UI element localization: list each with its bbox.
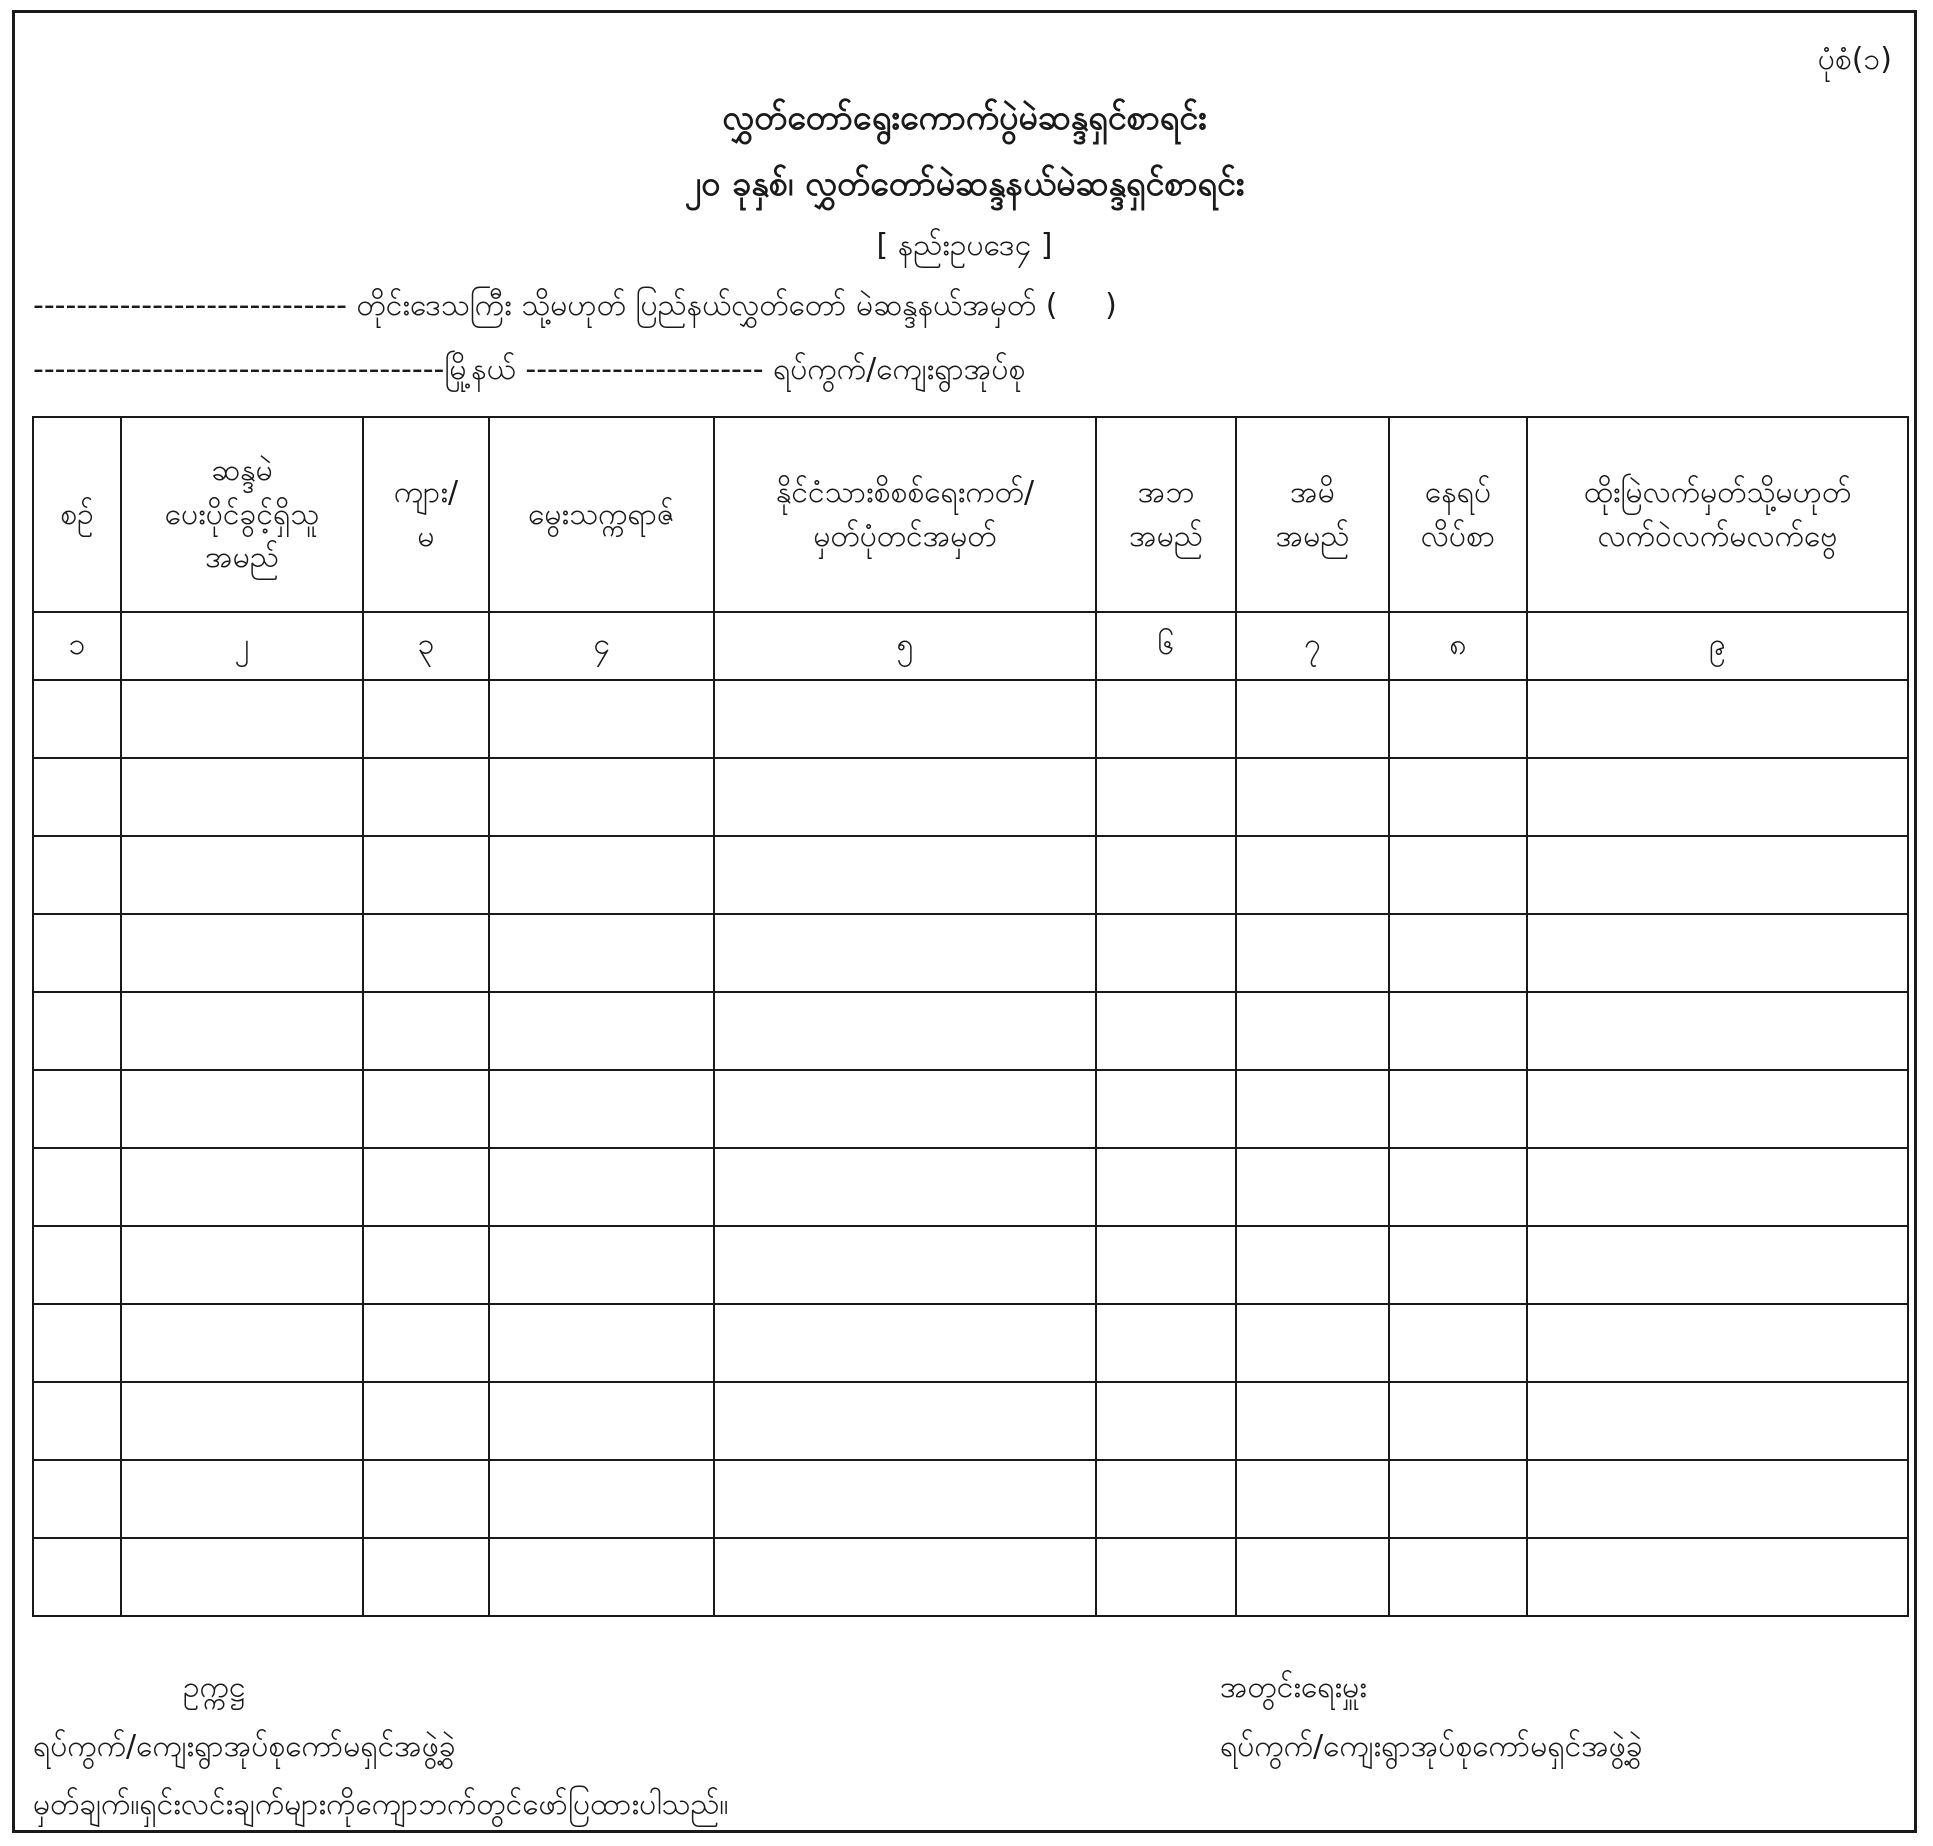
blank-cell — [1527, 680, 1908, 758]
secretary-signature-block — [1220, 1659, 1643, 1776]
blank-cell — [489, 992, 714, 1070]
township-label: မြို့နယ် — [444, 352, 516, 387]
column-header — [1096, 417, 1236, 612]
footnote-remark: မှတ်ချက်။ရှင်းလင်းချက်များကိုကျောဘက်တွင်ဖော်ပြထားပါသည်။ — [33, 1787, 729, 1822]
blank-cell — [714, 1382, 1096, 1460]
blank-cell — [1236, 1460, 1389, 1538]
blank-cell — [489, 1538, 714, 1616]
blank-cell — [121, 758, 363, 836]
column-header — [33, 417, 121, 612]
column-header-line: ဆန္ဒမဲ — [211, 453, 273, 489]
chairperson-title: ဥက္ကဋ္ဌ — [183, 1670, 246, 1705]
township-line — [33, 349, 1025, 394]
blank-cell — [33, 836, 121, 914]
blank-cell — [1236, 914, 1389, 992]
blank-cell — [1236, 1226, 1389, 1304]
voter-roster-table — [32, 416, 1909, 1617]
blank-cell — [1389, 758, 1527, 836]
secretary-committee: ရပ်ကွက်/ကျေးရွာအုပ်စုကော်မရှင်အဖွဲ့ခွဲ — [1220, 1728, 1643, 1764]
blank-cell — [1527, 1382, 1908, 1460]
column-header-line: နိုင်ငံသားစိစစ်ရေးကတ်/ — [775, 475, 1035, 510]
column-header-line: အမိ — [1290, 475, 1335, 510]
blank-cell — [1527, 914, 1908, 992]
blank-cell — [121, 992, 363, 1070]
blank-cell — [1527, 836, 1908, 914]
table-row — [33, 992, 1908, 1070]
column-number: ၆ — [1096, 612, 1236, 680]
blank-cell — [33, 680, 121, 758]
blank-cell — [489, 1304, 714, 1382]
blank-cell — [1096, 1538, 1236, 1616]
blank-cell — [1527, 1460, 1908, 1538]
blank-cell — [363, 992, 489, 1070]
blank-cell — [1527, 1148, 1908, 1226]
table-row — [33, 914, 1908, 992]
blank-cell — [363, 1460, 489, 1538]
blank-cell — [363, 758, 489, 836]
column-number-row — [33, 612, 1908, 680]
blank-cell — [489, 836, 714, 914]
column-number: ၉ — [1527, 612, 1908, 680]
blank-cell — [1096, 1070, 1236, 1148]
blank-cell — [1389, 1226, 1527, 1304]
blank-cell — [33, 758, 121, 836]
table-row — [33, 1148, 1908, 1226]
column-header-line: မွေးသက္ကရာဇ် — [528, 496, 675, 532]
blank-cell — [1389, 992, 1527, 1070]
blank-cell — [121, 1070, 363, 1148]
blank-cell — [489, 1382, 714, 1460]
blank-cell — [1096, 680, 1236, 758]
blank-cell — [363, 1070, 489, 1148]
blank-cell — [121, 1148, 363, 1226]
blank-cell — [1236, 1538, 1389, 1616]
blank-cell — [1096, 992, 1236, 1070]
column-number: ၇ — [1236, 612, 1389, 680]
column-header — [489, 417, 714, 612]
blank-cell — [714, 836, 1096, 914]
blank-cell — [489, 914, 714, 992]
blank-cell — [33, 914, 121, 992]
blank-cell — [1527, 992, 1908, 1070]
blank-cell — [1236, 836, 1389, 914]
blank-cell — [1527, 1070, 1908, 1148]
form-title: လွှတ်တော်ရွေးကောက်ပွဲမဲဆန္ဒရှင်စာရင်း — [722, 98, 1207, 138]
blank-cell — [33, 992, 121, 1070]
blank-cell — [363, 836, 489, 914]
blank-cell — [1096, 1460, 1236, 1538]
blank-cell — [714, 992, 1096, 1070]
table-header-row — [33, 417, 1908, 612]
column-header — [121, 417, 363, 612]
table-row — [33, 1304, 1908, 1382]
column-header-line: အဘ — [1137, 475, 1195, 510]
blank-cell — [714, 758, 1096, 836]
blank-cell — [363, 1538, 489, 1616]
table-row — [33, 1460, 1908, 1538]
blank-cell — [121, 1226, 363, 1304]
table-row — [33, 680, 1908, 758]
blank-cell — [1389, 1304, 1527, 1382]
blank-cell — [1389, 680, 1527, 758]
table-row — [33, 1070, 1908, 1148]
blank-cell — [1389, 1070, 1527, 1148]
blank-cell — [33, 1148, 121, 1226]
blank-cell — [1389, 836, 1527, 914]
column-header-line: အမည် — [1129, 518, 1203, 554]
blank-cell — [489, 1148, 714, 1226]
blank-cell — [714, 1070, 1096, 1148]
table-row — [33, 1226, 1908, 1304]
column-header — [1389, 417, 1527, 612]
column-number: ၈ — [1389, 612, 1527, 680]
column-header-line: မှတ်ပုံတင်အမှတ် — [813, 518, 997, 554]
column-header-line: ထိုးမြဲလက်မှတ်သို့မဟုတ် — [1583, 475, 1852, 510]
column-number: ၅ — [714, 612, 1096, 680]
form-subtitle: ၂၀ ခုနှစ်၊ လွှတ်တော်မဲဆန္ဒနယ်မဲဆန္ဒရှင်စာရင်း — [684, 164, 1245, 204]
blank-cell — [33, 1304, 121, 1382]
blank-cell — [714, 1226, 1096, 1304]
blank-cell — [1236, 1070, 1389, 1148]
blank-cell — [1096, 914, 1236, 992]
column-number: ၃ — [363, 612, 489, 680]
blank-cell — [1236, 1304, 1389, 1382]
blank-cell — [1389, 914, 1527, 992]
blank-cell — [714, 1148, 1096, 1226]
blank-cell — [1236, 1148, 1389, 1226]
blank-cell — [714, 914, 1096, 992]
blank-cell — [363, 914, 489, 992]
blank-cell — [33, 1226, 121, 1304]
form-number: ပုံစံ(၁) — [1817, 42, 1892, 77]
blank-cell — [714, 1538, 1096, 1616]
blank-cell — [121, 1538, 363, 1616]
column-header — [363, 417, 489, 612]
blank-cell — [121, 1460, 363, 1538]
chairperson-committee: ရပ်ကွက်/ကျေးရွာအုပ်စုကော်မရှင်အဖွဲ့ခွဲ — [33, 1728, 456, 1764]
blank-cell — [33, 1382, 121, 1460]
blank-cell — [121, 836, 363, 914]
secretary-title: အတွင်းရေးမှူး — [1220, 1670, 1367, 1705]
blank-cell — [121, 680, 363, 758]
blank-cell — [1527, 758, 1908, 836]
blank-cell — [1096, 1148, 1236, 1226]
column-number: ၂ — [121, 612, 363, 680]
region-line — [33, 285, 1117, 330]
region-line-text: တိုင်းဒေသကြီး သို့မဟုတ် ပြည်နယ်လွှတ်တော် မဲဆန္ဒနယ်အမှတ် ( ) — [356, 288, 1117, 323]
blank-cell — [489, 1460, 714, 1538]
column-header-line: ပေးပိုင်ခွင့်ရှိသူ — [164, 496, 320, 532]
table-row — [33, 836, 1908, 914]
blank-cell — [1236, 680, 1389, 758]
blank-cell — [121, 914, 363, 992]
blank-cell — [1527, 1538, 1908, 1616]
table-row — [33, 1382, 1908, 1460]
table-row — [33, 758, 1908, 836]
form-frame — [12, 10, 1917, 1833]
blank-cell — [121, 1304, 363, 1382]
column-header-line: မ — [417, 518, 435, 554]
blank-cell — [1236, 992, 1389, 1070]
blank-cell — [33, 1538, 121, 1616]
blank-cell — [1096, 1304, 1236, 1382]
rule-reference: [ နည်းဥပဒေ၄ ] — [876, 228, 1053, 263]
township-fill-dashes: -------------------------------------- — [33, 352, 445, 387]
column-header — [1236, 417, 1389, 612]
column-header-line: ကျား/ — [393, 475, 459, 510]
blank-cell — [489, 680, 714, 758]
blank-cell — [1389, 1382, 1527, 1460]
blank-cell — [714, 1460, 1096, 1538]
blank-cell — [1096, 758, 1236, 836]
column-header-line: အမည် — [205, 540, 279, 576]
column-header-line: စဉ် — [60, 496, 94, 532]
blank-cell — [1389, 1538, 1527, 1616]
blank-cell — [1389, 1460, 1527, 1538]
chairperson-signature-block — [33, 1659, 729, 1835]
blank-cell — [1236, 758, 1389, 836]
blank-cell — [1096, 836, 1236, 914]
blank-cell — [1236, 1382, 1389, 1460]
column-number: ၄ — [489, 612, 714, 680]
blank-cell — [489, 1226, 714, 1304]
blank-cell — [121, 1382, 363, 1460]
column-header-line: လက်ဝဲလက်မလက်ဗွေ — [1597, 518, 1838, 554]
blank-cell — [714, 1304, 1096, 1382]
blank-cell — [714, 680, 1096, 758]
column-header-line: နေရပ် — [1424, 475, 1492, 510]
blank-cell — [489, 758, 714, 836]
table-row — [33, 1538, 1908, 1616]
blank-cell — [363, 1148, 489, 1226]
column-header — [1527, 417, 1908, 612]
blank-cell — [1527, 1226, 1908, 1304]
column-header — [714, 417, 1096, 612]
blank-cell — [363, 1304, 489, 1382]
ward-label: ရပ်ကွက်/ကျေးရွာအုပ်စု — [773, 352, 1026, 387]
blank-cell — [1527, 1304, 1908, 1382]
column-header-line: အမည် — [1275, 518, 1350, 554]
blank-cell — [1389, 1148, 1527, 1226]
region-fill-dashes: ----------------------------- — [33, 288, 347, 323]
blank-cell — [1096, 1226, 1236, 1304]
blank-cell — [33, 1460, 121, 1538]
blank-cell — [363, 1382, 489, 1460]
blank-cell — [363, 1226, 489, 1304]
blank-cell — [363, 680, 489, 758]
ward-fill-dashes: ---------------------- — [525, 352, 764, 387]
blank-cell — [1096, 1382, 1236, 1460]
blank-cell — [489, 1070, 714, 1148]
column-number: ၁ — [33, 612, 121, 680]
column-header-line: လိပ်စာ — [1420, 518, 1496, 554]
blank-cell — [33, 1070, 121, 1148]
